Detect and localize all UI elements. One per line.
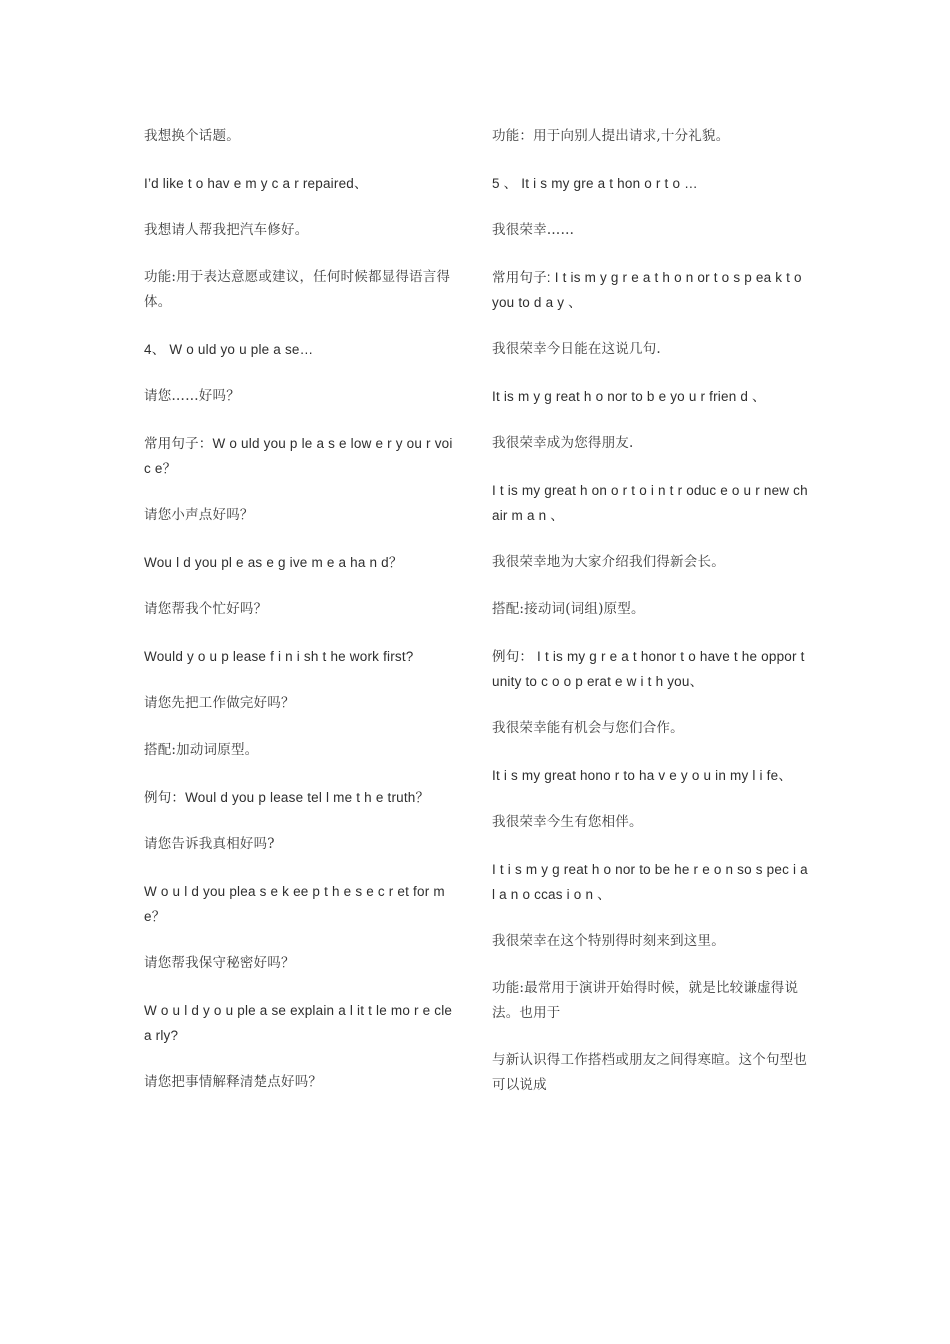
chinese-text-line: 我很荣幸今生有您相伴。	[492, 814, 643, 830]
english-example-sentence: I t i s m y g reat h o nor to be he r e o n so s pec i al a n o ccas i o n 、	[492, 862, 808, 902]
english-example-sentence: Would y o u p lease f i n i sh t he work first?	[144, 649, 414, 664]
left-column	[144, 124, 462, 1117]
chinese-text-line: 请您把事情解释清楚点好吗？	[144, 1074, 323, 1090]
english-example-sentence: 常用句子：W o uld you p le a s e low e r y ou r voi c e？	[144, 436, 453, 476]
chinese-text-line: 我想换个话题。	[144, 128, 240, 144]
english-example-sentence: 4、 W o uld yo u ple a se…	[144, 342, 314, 357]
chinese-text-line: 请您先把工作做完好吗？	[144, 695, 295, 711]
chinese-text-line: 功能：用于向别人提出请求,十分礼貌。	[492, 128, 730, 144]
chinese-text-line: 我很荣幸……	[492, 222, 575, 238]
english-example-sentence: I t is my great h on o r t o i n t r oduc e o u r new chair m a n 、	[492, 483, 808, 523]
chinese-text-line: 我想请人帮我把汽车修好。	[144, 222, 309, 238]
chinese-text-line: 我很荣幸在这个特别得时刻来到这里。	[492, 933, 725, 949]
chinese-text-line: 我很荣幸今日能在这说几句.	[492, 341, 661, 357]
chinese-text-line: 功能:最常用于演讲开始得时候，就是比较谦虚得说法。也用于	[492, 980, 799, 1021]
english-example-sentence: Wou l d you pl e as e g ive m e a ha n d？	[144, 555, 403, 570]
chinese-text-line: 请您小声点好吗？	[144, 507, 254, 523]
chinese-text-line: 我很荣幸成为您得朋友.	[492, 435, 634, 451]
right-column	[492, 124, 808, 1120]
english-example-sentence: W o u l d you plea s e k ee p t h e s e c r et for me？	[144, 884, 445, 924]
chinese-text-line: 搭配:加动词原型。	[144, 742, 259, 758]
chinese-text-line: 请您帮我保守秘密好吗？	[144, 955, 295, 971]
chinese-text-line: 请您……好吗？	[144, 388, 240, 404]
chinese-text-line: 搭配:接动词(词组)原型。	[492, 601, 645, 617]
english-example-sentence: 5 、 It i s my gre a t hon o r t o …	[492, 176, 698, 191]
chinese-text-line: 我很荣幸能有机会与您们合作。	[492, 720, 684, 736]
english-example-sentence: 例句：Woul d you p lease tel l me t h e truth？	[144, 790, 430, 805]
chinese-text-line: 请您帮我个忙好吗？	[144, 601, 268, 617]
english-example-sentence: It i s my great hono r to ha v e y o u in my l i fe、	[492, 768, 793, 783]
chinese-text-line: 请您告诉我真相好吗?	[144, 836, 275, 852]
english-example-sentence: It is m y g reat h o nor to b e yo u r frien d 、	[492, 389, 766, 404]
english-example-sentence: I’d like t o hav e m y c a r repaired、	[144, 176, 368, 191]
english-example-sentence: 例句： I t is my g r e a t honor t o have t he oppor t unity to c o o p erat e w i t h you、	[492, 649, 805, 689]
chinese-text-line: 与新认识得工作搭档或朋友之间得寒暄。这个句型也可以说成	[492, 1052, 808, 1093]
english-example-sentence: 常用句子: I t is m y g r e a t h o n or t o s p ea k t o you to d a y 、	[492, 270, 802, 310]
chinese-text-line: 我很荣幸地为大家介绍我们得新会长。	[492, 554, 725, 570]
chinese-text-line: 功能:用于表达意愿或建议，任何时候都显得语言得体。	[144, 269, 451, 310]
english-example-sentence: W o u l d y o u ple a se explain a l it t le mo r e cle a rly?	[144, 1003, 453, 1043]
